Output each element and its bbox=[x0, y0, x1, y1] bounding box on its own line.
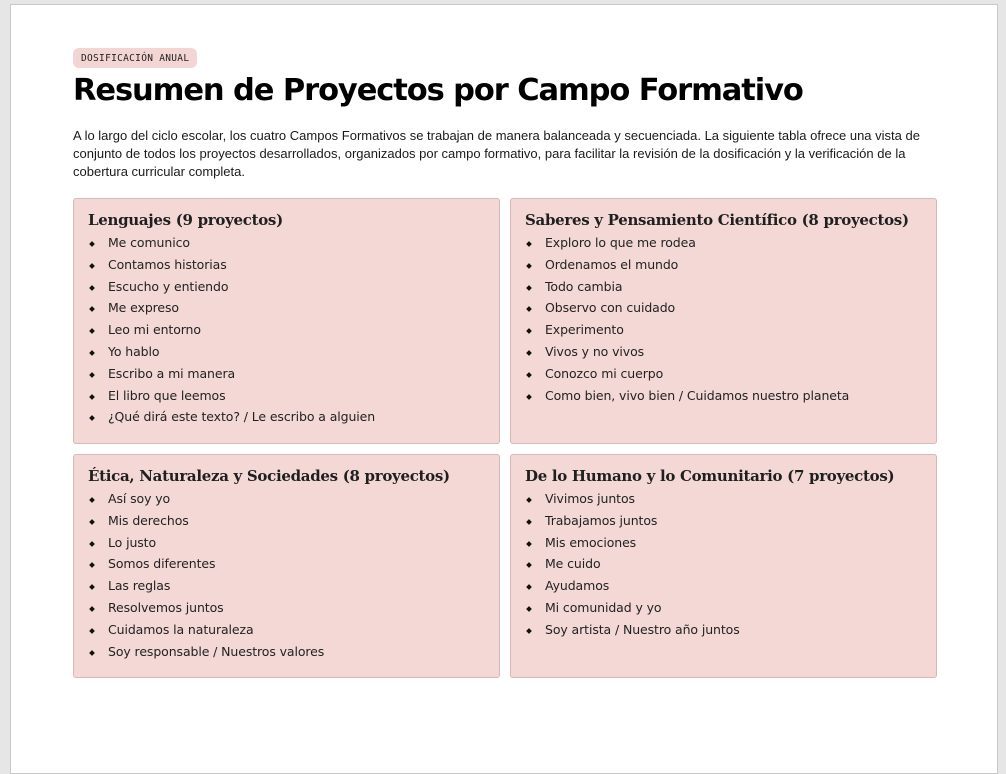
list-item: Mis emociones bbox=[525, 532, 922, 554]
document-page bbox=[10, 4, 998, 774]
card-etica bbox=[73, 454, 500, 678]
list-item: Escribo a mi manera bbox=[88, 363, 485, 385]
list-item: Así soy yo bbox=[88, 488, 485, 510]
list-item: Yo hablo bbox=[88, 341, 485, 363]
card-title: De lo Humano y lo Comunitario (7 proyectos) bbox=[525, 467, 895, 485]
list-item: Ordenamos el mundo bbox=[525, 254, 922, 276]
card-humano bbox=[510, 454, 937, 678]
campos-grid bbox=[73, 198, 937, 678]
list-item: Somos diferentes bbox=[88, 553, 485, 575]
list-item: Contamos historias bbox=[88, 254, 485, 276]
list-item: Cuidamos la naturaleza bbox=[88, 619, 485, 641]
intro-paragraph: A lo largo del ciclo escolar, los cuatro Campos Formativos se trabajan de manera balanceada y secuenciada. La siguiente tabla ofrece una vista de conjunto de todos los proyectos desarrollados, organizados por campo formativo, para facilitar la revisión de la dosificación y la verificación de la cobertura curricular completa. bbox=[73, 128, 920, 179]
list-item: ¿Qué dirá este texto? / Le escribo a alguien bbox=[88, 406, 485, 428]
card-lenguajes bbox=[73, 198, 500, 444]
card-title: Lenguajes (9 proyectos) bbox=[88, 211, 283, 229]
page-title: Resumen de Proyectos por Campo Formativo bbox=[73, 73, 803, 108]
list-item: Me expreso bbox=[88, 297, 485, 319]
list-item: Escucho y entiendo bbox=[88, 276, 485, 298]
list-item: Resolvemos juntos bbox=[88, 597, 485, 619]
list-item: Todo cambia bbox=[525, 276, 922, 298]
list-item: Me cuido bbox=[525, 553, 922, 575]
list-item: Lo justo bbox=[88, 532, 485, 554]
list-item: Exploro lo que me rodea bbox=[525, 232, 922, 254]
list-item: Soy artista / Nuestro año juntos bbox=[525, 619, 922, 641]
project-list bbox=[88, 232, 485, 428]
project-list bbox=[525, 232, 922, 406]
list-item: Observo con cuidado bbox=[525, 297, 922, 319]
list-item: Mi comunidad y yo bbox=[525, 597, 922, 619]
list-item: Como bien, vivo bien / Cuidamos nuestro planeta bbox=[525, 385, 922, 407]
list-item: Vivimos juntos bbox=[525, 488, 922, 510]
list-item: Mis derechos bbox=[88, 510, 485, 532]
list-item: Trabajamos juntos bbox=[525, 510, 922, 532]
list-item: Vivos y no vivos bbox=[525, 341, 922, 363]
list-item: Conozco mi cuerpo bbox=[525, 363, 922, 385]
list-item: Me comunico bbox=[88, 232, 485, 254]
card-saberes bbox=[510, 198, 937, 444]
list-item: Ayudamos bbox=[525, 575, 922, 597]
card-title: Saberes y Pensamiento Científico (8 proyectos) bbox=[525, 211, 909, 229]
project-list bbox=[525, 488, 922, 641]
list-item: Leo mi entorno bbox=[88, 319, 485, 341]
card-title: Ética, Naturaleza y Sociedades (8 proyectos) bbox=[88, 467, 450, 485]
list-item: Soy responsable / Nuestros valores bbox=[88, 641, 485, 663]
project-list bbox=[88, 488, 485, 662]
section-badge: DOSIFICACIÓN ANUAL bbox=[73, 48, 197, 68]
list-item: El libro que leemos bbox=[88, 385, 485, 407]
list-item: Las reglas bbox=[88, 575, 485, 597]
list-item: Experimento bbox=[525, 319, 922, 341]
page-content bbox=[73, 48, 937, 659]
